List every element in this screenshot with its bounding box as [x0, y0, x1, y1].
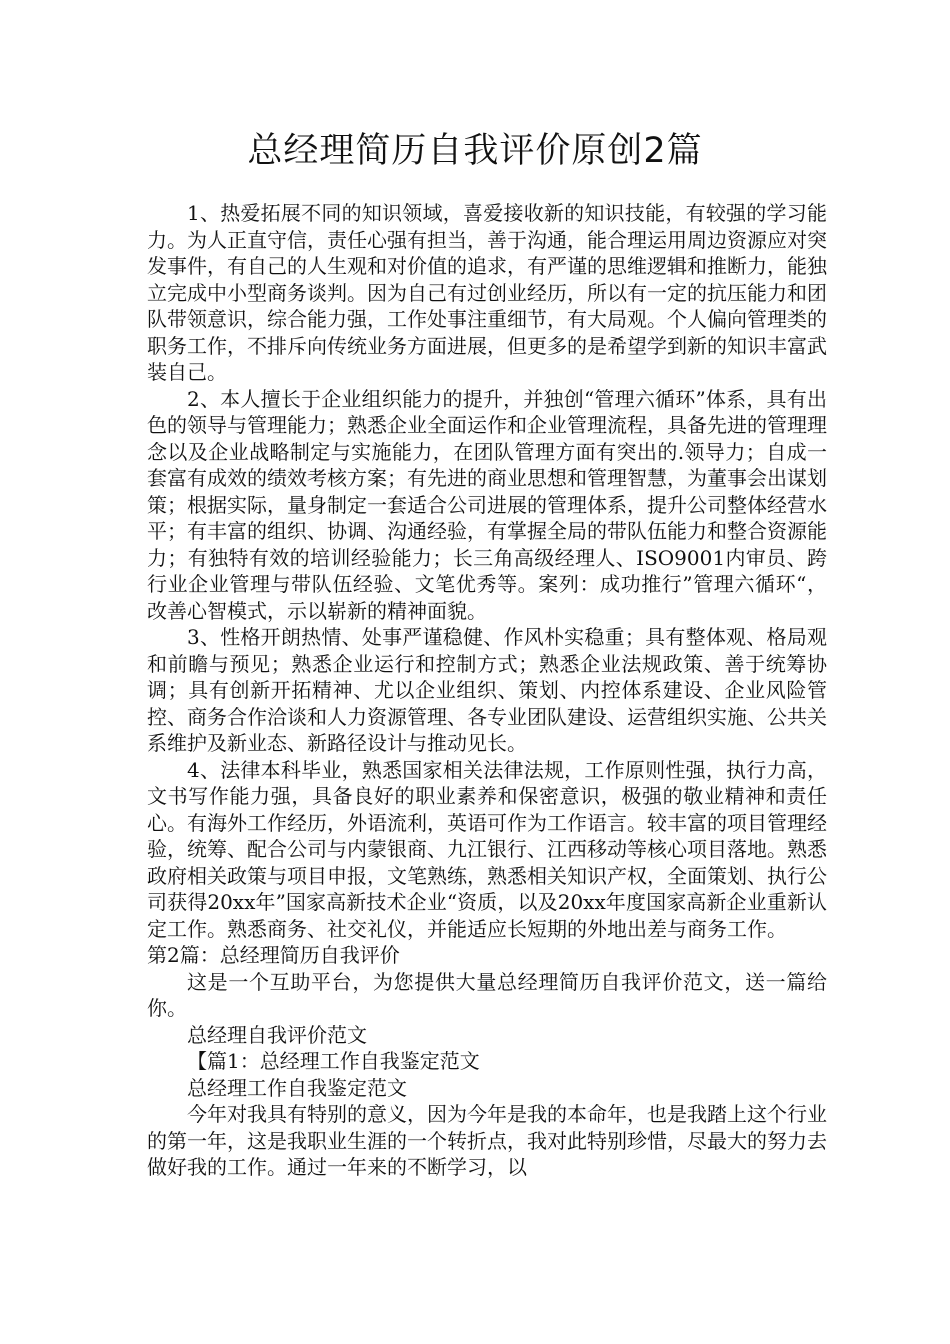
body-paragraph: 总经理工作自我鉴定范文	[187, 1075, 407, 1100]
body-paragraph: 2、本人擅长于企业组织能力的提升，并独创“管理六循环”体系，具有出色的领导与管理能力；熟悉企业全面运作和企业管理流程，具备先进的管理理念以及企业战略制定与实施能力，在团队管理方面有突出的.领导力；自成一套富有成效的绩效考核方案；有先进的商业思想和管理智慧，为董事会出谋划策；根据实际，量身制定一套适合公司进展的管理体系，提升公司整体经营水平；有丰富的组织、协调、沟通经验，有掌握全局的带队伍能力和整合资源能力；有独特有效的培训经验能力；长三角高级经理人、ISO9001内审员、跨行业企业管理与带队伍经验、文笔优秀等。案列：成功推行”管理六循环“，改善心智模式，示以崭新的精神面貌。	[147, 386, 827, 623]
body-paragraph: 4、法律本科毕业，熟悉国家相关法律法规，工作原则性强，执行力高，文书写作能力强，具备良好的职业素养和保密意识，极强的敬业精神和责任心。有海外工作经历，外语流利，英语可作为工作语言。较丰富的项目管理经验，统筹、配合公司与内蒙银商、九江银行、江西移动等核心项目落地。熟悉政府相关政策与项目申报，文笔熟练，熟悉相关知识产权，全面策划、执行公司获得20xx年”国家高新技术企业“资质，以及20xx年度国家高新企业重新认定工作。熟悉商务、社交礼仪，并能适应长短期的外地出差与商务工作。	[147, 757, 827, 941]
body-paragraph: 今年对我具有特别的意义，因为今年是我的本命年，也是我踏上这个行业的第一年，这是我职业生涯的一个转折点，我对此特别珍惜，尽最大的努力去做好我的工作。通过一年来的不断学习，以	[147, 1102, 827, 1179]
document-body	[147, 200, 827, 1181]
body-paragraph: 这是一个互助平台，为您提供大量总经理简历自我评价范文，送一篇给你。	[147, 969, 827, 1020]
document-title: 总经理简历自我评价原创2篇	[247, 131, 703, 171]
body-paragraph: 3、性格开朗热情、处事严谨稳健、作风朴实稳重；具有整体观、格局观和前瞻与预见；熟悉企业运行和控制方式；熟悉企业法规政策、善于统筹协调；具有创新开拓精神、尤以企业组织、策划、内控体系建设、企业风险管控、商务合作洽谈和人力资源管理、各专业团队建设、运营组织实施、公共关系维护及新业态、新路径设计与推动见长。	[147, 625, 827, 755]
body-paragraph: 【篇1：总经理工作自我鉴定范文	[187, 1049, 480, 1073]
body-paragraph: 第2篇：总经理简历自我评价	[147, 943, 400, 967]
body-paragraph: 总经理自我评价范文	[187, 1022, 367, 1047]
body-paragraph: 1、热爱拓展不同的知识领域，喜爱接收新的知识技能，有较强的学习能力。为人正直守信，责任心强有担当，善于沟通，能合理运用周边资源应对突发事件，有自己的人生观和对价值的追求，有严谨的思维逻辑和推断力，能独立完成中小型商务谈判。因为自己有过创业经历，所以有一定的抗压能力和团队带领意识，综合能力强，工作处事注重细节，有大局观。个人偏向管理类的职务工作，不排斥向传统业务方面进展，但更多的是希望学到新的知识丰富武装自己。	[147, 201, 827, 384]
